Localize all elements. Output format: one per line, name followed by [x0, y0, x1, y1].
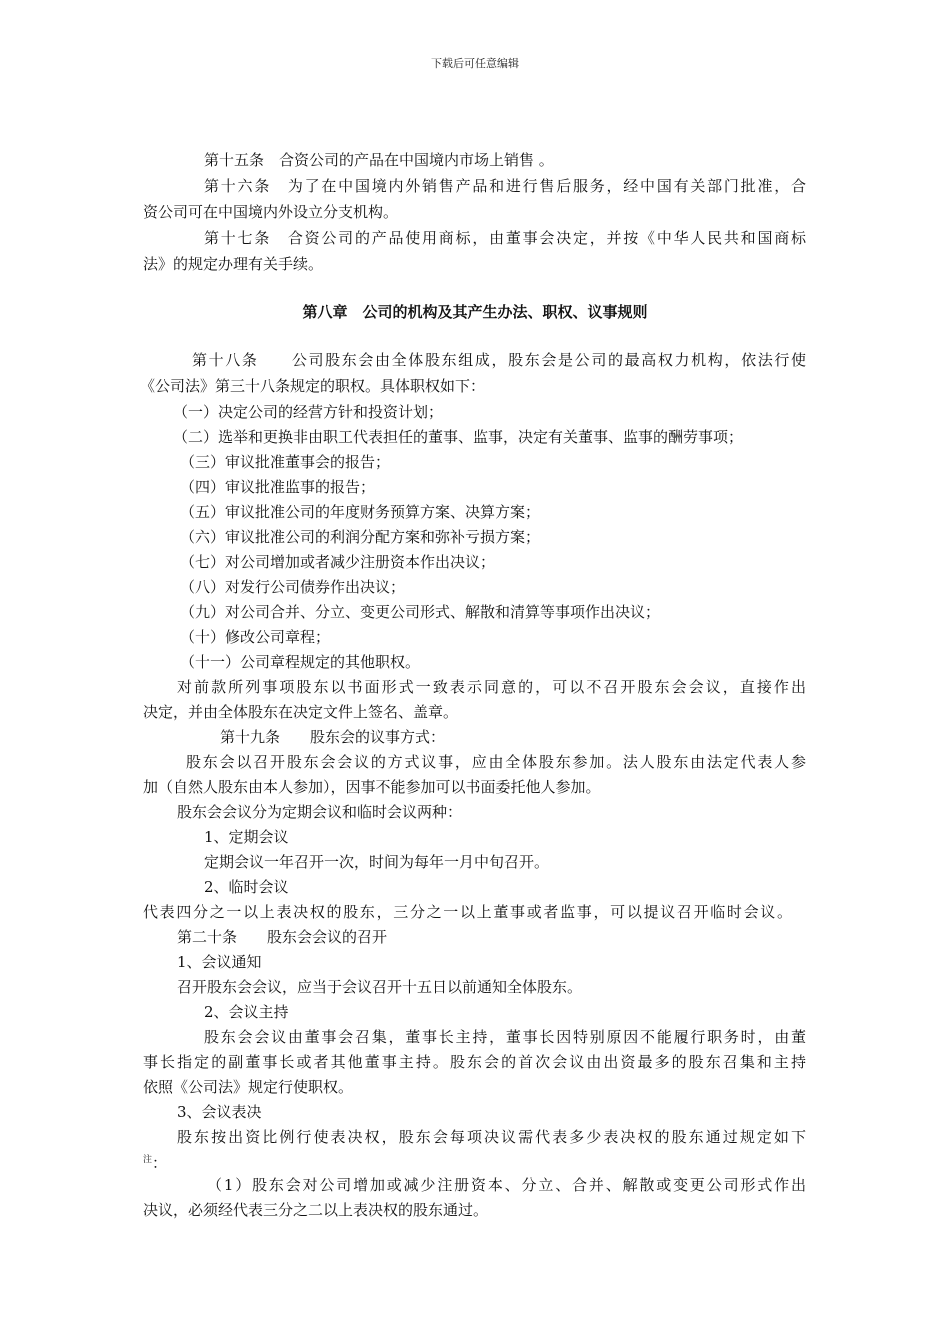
list-item: （三）审议批准董事会的报告；: [180, 453, 391, 471]
paragraph-line: 3、会议表决: [177, 1103, 262, 1121]
footnote-colon: ：: [152, 1154, 168, 1172]
list-item: （八）对发行公司债券作出决议；: [180, 578, 406, 596]
list-item: （七）对公司增加或者减少注册资本作出决议；: [180, 553, 496, 571]
list-item: （九）对公司合并、分立、变更公司形式、解散和清算等事项作出决议；: [180, 603, 661, 621]
list-item: （十）修改公司章程；: [180, 628, 331, 646]
paragraph-line: （1）股东会对公司增加或减少注册资本、分立、合并、解散或变更公司形式作出: [207, 1176, 806, 1194]
paragraph-line: 股东会以召开股东会会议的方式议事，应由全体股东参加。法人股东由法定代表人参: [186, 753, 806, 771]
chapter-heading: 第八章 公司的机构及其产生办法、职权、议事规则: [302, 303, 648, 321]
paragraph-line: 决定，并由全体股东在决定文件上签名、盖章。: [143, 703, 459, 721]
paragraph-line: 第二十条 股东会会议的召开: [177, 928, 388, 946]
paragraph-line: 第十九条 股东会的议事方式：: [220, 728, 446, 746]
paragraph-line: 股东会会议分为定期会议和临时会议两种：: [177, 803, 463, 821]
footnote-line: [143, 1150, 167, 1173]
paragraph-line: 加（自然人股东由本人参加），因事不能参加可以书面委托他人参加。: [143, 778, 601, 796]
paragraph-line: 代表四分之一以上表决权的股东，三分之一以上董事或者监事，可以提议召开临时会议。: [143, 903, 792, 921]
list-item: （二）选举和更换非由职工代表担任的董事、监事，决定有关董事、监事的酬劳事项；: [173, 428, 744, 446]
footnote-marker: 注: [143, 1155, 153, 1165]
paragraph-line: 第十六条 为了在中国境内外销售产品和进行售后服务，经中国有关部门批准，合: [204, 177, 806, 195]
paragraph-line: 《公司法》第三十八条规定的职权。具体职权如下：: [140, 377, 486, 395]
paragraph-line: 定期会议一年召开一次，时间为每年一月中旬召开。: [204, 853, 550, 871]
paragraph-line: 事长指定的副董事长或者其他董事主持。股东会的首次会议由出资最多的股东召集和主持: [143, 1053, 806, 1071]
paragraph-line: 2、临时会议: [204, 878, 289, 896]
paragraph-line: 第十八条 公司股东会由全体股东组成，股东会是公司的最高权力机构，依法行使: [192, 351, 806, 369]
paragraph-line: 法》的规定办理有关手续。: [143, 255, 324, 273]
paragraph-line: 2、会议主持: [204, 1003, 289, 1021]
paragraph-line: 股东会会议由董事会召集，董事长主持，董事长因特别原因不能履行职务时，由董: [204, 1028, 806, 1046]
paragraph-line: 第十五条 合资公司的产品在中国境内市场上销售 。: [204, 151, 554, 169]
list-item: （四）审议批准监事的报告；: [180, 478, 376, 496]
paragraph-line: 股东按出资比例行使表决权，股东会每项决议需代表多少表决权的股东通过规定如下: [177, 1128, 806, 1146]
paragraph-line: 召开股东会会议，应当于会议召开十五日以前通知全体股东。: [177, 978, 583, 996]
list-item: （五）审议批准公司的年度财务预算方案、决算方案；: [180, 503, 541, 521]
list-item: （十一）公司章程规定的其他职权。: [180, 653, 421, 671]
list-item: （一）决定公司的经营方针和投资计划；: [173, 403, 444, 421]
paragraph-line: 决议，必须经代表三分之二以上表决权的股东通过。: [143, 1201, 489, 1219]
page-header: 下载后可任意编辑: [431, 57, 519, 70]
list-item: （六）审议批准公司的利润分配方案和弥补亏损方案；: [180, 528, 541, 546]
paragraph-line: 1、定期会议: [204, 828, 289, 846]
paragraph-line: 资公司可在中国境内外设立分支机构。: [143, 203, 399, 221]
paragraph-line: 对前款所列事项股东以书面形式一致表示同意的，可以不召开股东会会议，直接作出: [177, 678, 806, 696]
paragraph-line: 1、会议通知: [177, 953, 262, 971]
paragraph-line: 第十七条 合资公司的产品使用商标，由董事会决定，并按《中华人民共和国商标: [204, 229, 806, 247]
paragraph-line: 依照《公司法》规定行使职权。: [143, 1078, 354, 1096]
